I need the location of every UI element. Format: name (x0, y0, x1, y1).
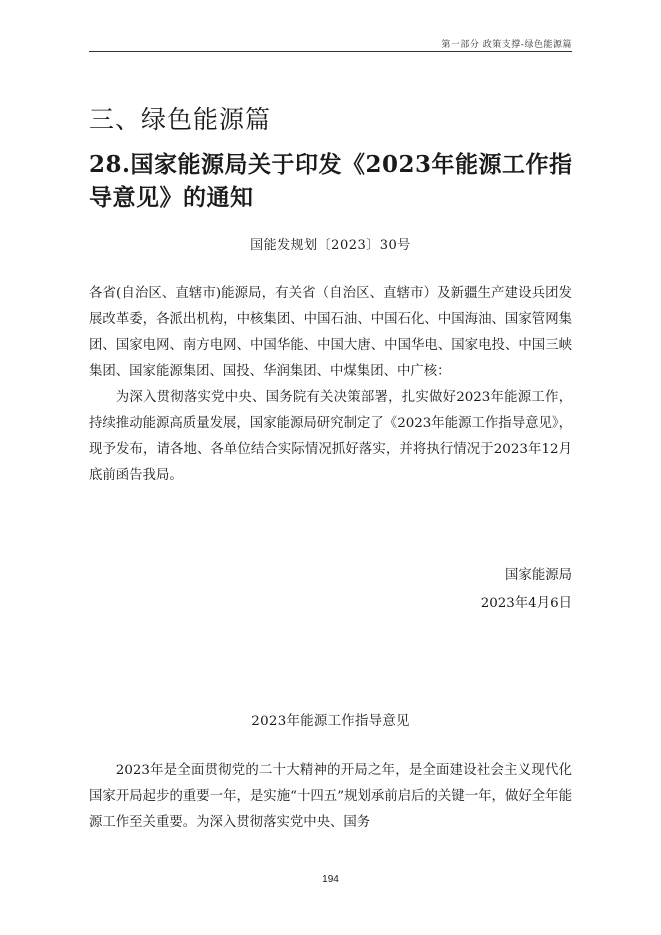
running-header: 第一部分 政策支撑-绿色能源篇 (441, 40, 572, 50)
attachment-paragraph: 2023年是全面贯彻党的二十大精神的开局之年，是全面建设社会主义现代化国家开局起步的重要一年，是实施“十四五”规划承前启后的关键一年，做好全年能源工作至关重要。为深入贯彻落实党中央、国务 (89, 763, 572, 830)
main-paragraph: 为深入贯彻落实党中央、国务院有关决策部署，扎实做好2023年能源工作，持续推动能源高质量发展，国家能源局研究制定了《2023年能源工作指导意见》，现予发布，请各地、各单位结合实际情况抓好落实，并将执行情况于2023年12月底前函告我局。 (89, 390, 572, 483)
signature-date: 2023年4月6日 (480, 596, 572, 611)
addressees-paragraph: 各省(自治区、直辖市)能源局，有关省（自治区、直辖市）及新疆生产建设兵团发展改革委，各派出机构，中核集团、中国石油、中国石化、中国海油、国家管网集团、国家电网、南方电网、中国华能、中国大唐、中国华电、国家电投、中国三峡集团、国家能源集团、国投、华润集团、中煤集团、中广核： (89, 286, 572, 379)
header-rule (89, 51, 572, 52)
signature-block (481, 562, 572, 618)
signature-issuer: 国家能源局 (505, 568, 572, 583)
body-text (89, 281, 572, 489)
document-number: 国能发规划〔2023〕30号 (250, 238, 411, 253)
document-title: 28.国家能源局关于印发《2023年能源工作指导意见》的通知 (89, 151, 573, 211)
attachment-title: 2023年能源工作指导意见 (251, 714, 410, 729)
page-number: 194 (322, 874, 339, 885)
section-title: 三、绿色能源篇 (89, 105, 272, 134)
